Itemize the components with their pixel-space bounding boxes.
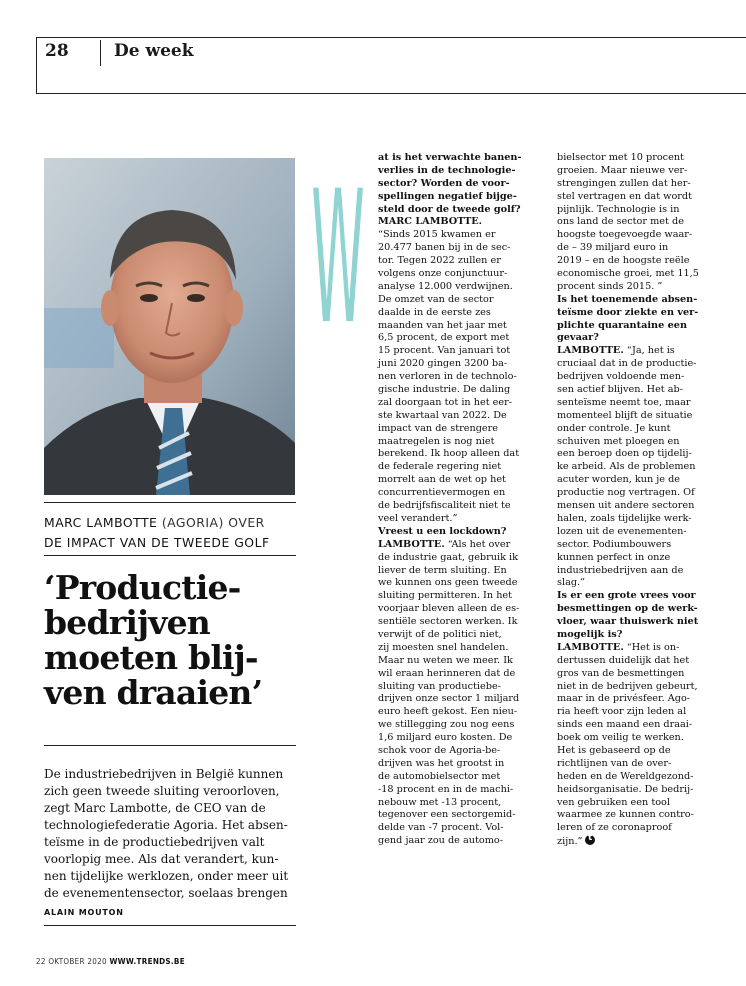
article-line: 15 procent. Van januari tot [378,345,511,357]
article-line: gros van de besmettingen [557,667,685,679]
article-line: tegenover een sectorgemid- [378,809,516,821]
lead-line: nen tijdelijke werklozen, onder meer uit [44,869,289,883]
article-line: lozen uit de evenementen- [557,525,687,537]
article-line: at is het verwachte banen- [378,152,522,163]
article-line: ke arbeid. Als de problemen [557,461,696,473]
article-line: teïsme door ziekte en ver- [557,306,699,318]
article-line: richtlijnen van de over- [557,757,672,769]
article-kicker [44,513,296,553]
article-column-1 [378,152,521,848]
kicker-org: (AGORIA) OVER [161,515,265,530]
article-line: -18 procent en in de machi- [378,783,514,795]
article-line: zij moesten snel handelen. [378,641,509,653]
article-line: halen, zoals tijdelijke werk- [557,512,692,524]
article-line: sinds een maand een draai- [557,719,693,731]
lead-line: zich geen tweede sluiting veroorloven, [44,784,280,798]
article-line: schuiven met ploegen en [557,435,680,447]
article-line: LAMBOTTE. “Als het over [378,538,511,550]
article-line: de – 39 miljard euro in [557,242,669,254]
article-line: drijven onze sector 1 miljard [378,693,520,705]
article-line: groeien. Maar nieuwe ver- [557,164,688,176]
article-line: leren of ze coronaproof [557,822,672,834]
article-line: 2019 – en de hoogste reële [557,255,690,267]
dropcap-letter [306,158,370,350]
lead-line: De industriebedrijven in België kunnen [44,767,284,781]
article-line: ste kwartaal van 2022. De [378,409,507,421]
article-line: concurrentievermogen en [378,487,506,499]
footer-date: 22 OKTOBER 2020 [36,957,107,966]
headline-line: moeten blij- [44,638,258,677]
lead-line: zegt Marc Lambotte, de CEO van de [44,801,266,815]
article-line: procent sinds 2015. ” [557,280,663,292]
article-line: gische industrie. De daling [378,384,511,396]
header-top-rule [36,37,746,38]
article-line: zijn.”t [557,835,699,848]
article-line: hoogste toegevoegde waar- [557,229,693,241]
article-line: sluiting permitteren. In het [378,590,513,602]
kicker-name: MARC LAMBOTTE [44,515,158,530]
headline-line: ven draaien’ [44,673,263,712]
article-line: productie nog vertragen. Of [557,487,695,499]
byline-bottom-rule [44,925,296,926]
article-line: “Sinds 2015 kwamen er [378,229,496,241]
article-line: we kunnen ons geen tweede [378,577,518,589]
article-line: sen actief blijven. Het ab- [557,384,684,396]
article-line: schok voor de Agoria-be- [378,744,501,756]
article-line: maatregelen is nog niet [378,435,495,447]
article-line: een beroep doen op tijdelij- [557,448,692,460]
end-mark-icon [585,835,595,845]
article-line: gend jaar zou de automo- [378,835,504,847]
header-bottom-rule [36,93,746,94]
article-line: berekend. Ik hoop alleen dat [378,448,520,460]
article-line: niet in de bedrijven gebeurt, [557,680,698,692]
article-line: morrelt aan de wet op het [378,474,506,486]
article-line: Is het toenemende absen- [557,293,698,305]
portrait-photo [44,158,295,495]
lead-line: teïsme in de productiebedrijven valt [44,835,265,849]
article-line: besmettingen op de werk- [557,603,698,615]
article-line: euro heeft gekost. Een nieu- [378,706,518,718]
article-line: ons land de sector met de [557,216,684,228]
article-line: bedrijven voldoende men- [557,371,685,383]
article-line: stel vertragen en dat wordt [557,190,693,202]
svg-text:W: W [311,158,365,350]
article-line: heden en de Wereldgezond- [557,770,694,782]
article-line: delde van -7 procent. Vol- [378,822,504,834]
header-left-rule [36,37,37,94]
headline [44,570,300,710]
article-line: ria heeft voor zijn leden al [557,706,687,718]
article-line: sector? Worden de voor- [378,177,510,189]
article-line: wil eraan herinneren dat de [378,667,516,679]
article-line: industriebedrijven aan de [557,564,684,576]
article-line: 6,5 procent, de export met [378,332,510,344]
article-line: dertussen duidelijk dat het [557,654,690,666]
article-line: LAMBOTTE. “Ja, het is [557,345,675,357]
article-line: volgens onze conjunctuur- [378,268,508,280]
article-line: gevaar? [557,332,599,344]
article-line: plichte quarantaine een [557,319,687,331]
header-separator [100,40,101,66]
article-line: heidsorganisatie. De bedrij- [557,783,694,795]
page-footer [36,957,185,966]
article-line: kunnen perfect in onze [557,551,671,563]
lead-line: voorlopig mee. Als dat verandert, kun- [44,852,279,866]
author-byline: ALAIN MOUTON [44,908,124,917]
article-line: impact van de strengere [378,422,499,434]
article-line: Maar nu weten we meer. Ik [378,654,513,666]
article-line: economische groei, met 11,5 [557,268,699,280]
article-line: steld door de tweede golf? [378,203,521,215]
article-line: maanden van het jaar met [378,319,507,331]
article-line: sentiële sectoren werken. Ik [378,616,518,628]
article-line: MARC LAMBOTTE. [378,216,483,228]
article-line: Is er een grote vrees voor [557,590,696,602]
article-line: zal doorgaan tot in het eer- [378,396,513,408]
headline-bottom-rule [44,745,296,746]
article-line: daalde in de eerste zes [378,306,491,318]
article-line: Vreest u een lockdown? [378,525,507,537]
kicker-line2: DE IMPACT VAN DE TWEEDE GOLF [44,535,270,550]
article-line: Het is gebaseerd op de [557,744,671,756]
article-line: strengingen zullen dat her- [557,177,691,189]
section-title: De week [114,41,194,61]
article-line: 20.477 banen bij in de sec- [378,242,511,254]
article-line: de bedrijfsfiscaliteit niet te [378,500,511,512]
article-line: tor. Tegen 2022 zullen er [378,255,501,267]
article-line: sector. Podiumbouwers [557,538,672,550]
lead-line: de evenementensector, soelaas brengen [44,886,288,900]
article-line: vloer, waar thuiswerk niet [557,616,699,628]
article-line: cruciaal dat in de productie- [557,358,697,370]
headline-line: ‘Productie- [44,568,241,607]
article-line: slag.” [557,577,586,589]
headline-line: bedrijven [44,603,210,642]
article-line: onder controle. Je kunt [557,422,671,434]
article-line: maar in de privésfeer. Ago- [557,693,691,705]
lead-paragraph [44,766,299,902]
article-line: voorjaar bleven alleen de es- [378,603,520,615]
article-line: spellingen negatief bijge- [378,190,517,202]
article-line: we stillegging zou nog eens [378,719,515,731]
article-line: juni 2020 gingen 3200 ba- [378,358,508,370]
article-line: 1,6 miljard euro kosten. De [378,732,513,744]
article-line: momenteel blijft de situatie [557,409,693,421]
article-line: verwijt of de politici niet, [378,628,502,640]
page-number: 28 [45,41,69,61]
article-column-2 [557,152,699,848]
article-line: sluiting van productiebe- [378,680,501,692]
article-line: bielsector met 10 procent [557,152,684,163]
article-line: liever de term sluiting. En [378,564,507,576]
article-line: de industrie gaat, gebruik ik [378,551,519,563]
lead-line: technologiefederatie Agoria. Het absen- [44,818,288,832]
article-line: nen verloren in de technolo- [378,371,517,383]
footer-site: WWW.TRENDS.BE [109,957,185,966]
article-line: de automobielsector met [378,770,501,782]
article-line: acuter worden, kun je de [557,474,681,486]
article-line: analyse 12.000 verdwijnen. [378,280,513,292]
article-line: mogelijk is? [557,628,623,640]
article-line: nebouw met -13 procent, [378,796,502,808]
article-line: ven gebruiken een tool [557,796,670,808]
article-line: verlies in de technologie- [378,164,516,176]
article-line: senteïsme neemt toe, maar [557,396,691,408]
article-line: drijven was het grootst in [378,757,505,769]
article-line: boek om veilig te werken. [557,732,684,744]
article-line: mensen uit andere sectoren [557,500,695,512]
article-line: pijnlijk. Technologie is in [557,203,680,215]
article-line: LAMBOTTE. “Het is on- [557,641,680,653]
article-line: De omzet van de sector [378,293,494,305]
article-line: de federale regering niet [378,461,502,473]
kicker-top-rule [44,502,296,503]
article-line: waarmee ze kunnen contro- [557,809,694,821]
kicker-bottom-rule [44,555,296,556]
article-line: veel verandert.” [378,512,458,524]
